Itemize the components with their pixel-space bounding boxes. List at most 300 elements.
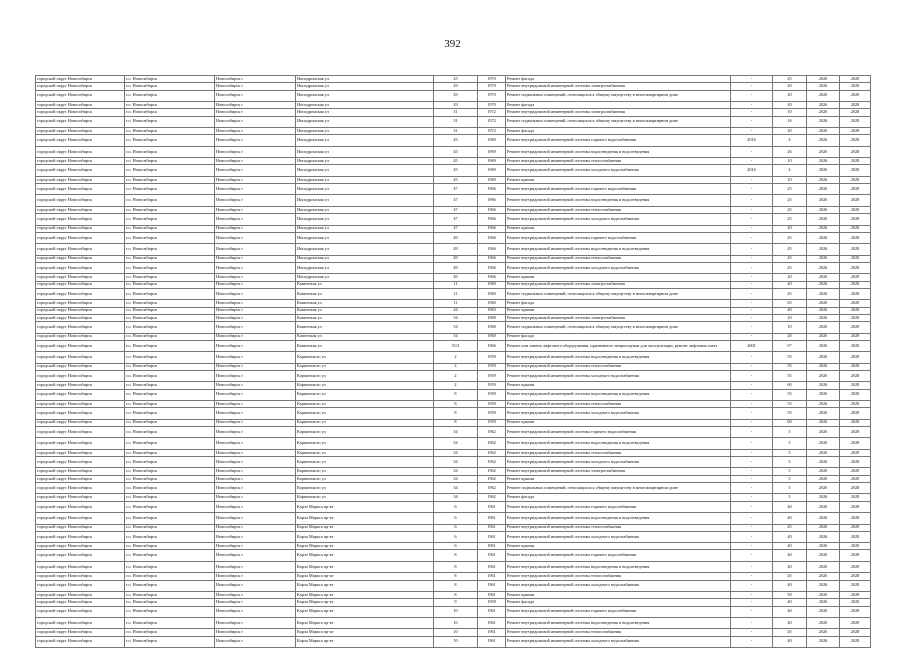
cell-municipality: городской округ Новосибирск — [36, 617, 125, 628]
cell-locality: Новосибирск г — [215, 232, 296, 243]
cell-start-year: 2026 — [807, 127, 840, 134]
cell-build-year: 1961 — [478, 591, 506, 598]
cell-cost: 20 — [773, 127, 807, 134]
cell-municipality: городской округ Новосибирск — [36, 116, 125, 127]
cell-municipality: городской округ Новосибирск — [36, 483, 125, 494]
table-row — [36, 195, 871, 206]
cell-municipality: городской округ Новосибирск — [36, 382, 125, 389]
cell-street: Карла Маркса пр-кт — [296, 573, 434, 580]
repair-schedule-table — [35, 75, 871, 648]
cell-end-year: 2028 — [840, 195, 871, 206]
cell-locality: Новосибирск г — [215, 636, 296, 647]
cell-locality: Новосибирск г — [215, 370, 296, 381]
cell-cost: 45 — [773, 232, 807, 243]
cell-build-year: 1966 — [478, 232, 506, 243]
cell-start-year: 2026 — [807, 206, 840, 213]
table-row — [36, 524, 871, 531]
cell-work-type: Ремонт внутридомовой инженерной системы электроснабжения — [506, 314, 731, 321]
cell-house-number: 49 — [434, 232, 478, 243]
cell-cost: 25 — [773, 206, 807, 213]
cell-build-year: 1966 — [478, 206, 506, 213]
cell-work-type: Ремонт внутридомовой инженерной системы теплоснабжения — [506, 206, 731, 213]
cell-work-type: Ремонт подвальных помещений, относящихся к общему имуществу в многоквартирном доме — [506, 116, 731, 127]
table-row — [36, 617, 871, 628]
cell-start-year: 2026 — [807, 281, 840, 288]
cell-start-year: 2026 — [807, 513, 840, 524]
cell-last-repair-year: - — [731, 599, 773, 606]
cell-district: г.о. Новосибирск — [125, 573, 215, 580]
cell-locality: Новосибирск г — [215, 244, 296, 255]
cell-start-year: 2026 — [807, 232, 840, 243]
cell-locality: Новосибирск г — [215, 255, 296, 262]
cell-street: Карпинского ул — [296, 352, 434, 363]
cell-build-year: 1959 — [478, 408, 506, 419]
cell-street: Ипподромская ул — [296, 206, 434, 213]
cell-district: г.о. Новосибирск — [125, 255, 215, 262]
cell-end-year: 2028 — [840, 322, 871, 333]
cell-locality: Новосибирск г — [215, 76, 296, 83]
cell-cost: 6* — [773, 340, 807, 351]
cell-last-repair-year: - — [731, 127, 773, 134]
cell-last-repair-year: - — [731, 225, 773, 232]
table-row — [36, 333, 871, 340]
cell-municipality: городской округ Новосибирск — [36, 606, 125, 617]
cell-end-year: 2028 — [840, 580, 871, 591]
cell-locality: Новосибирск г — [215, 494, 296, 501]
table-row — [36, 483, 871, 494]
cell-street: Ипподромская ул — [296, 109, 434, 116]
cell-build-year: 1960 — [478, 281, 506, 288]
cell-end-year: 2028 — [840, 550, 871, 561]
cell-end-year: 2028 — [840, 281, 871, 288]
cell-build-year: 1972 — [478, 109, 506, 116]
cell-street: Каменская ул — [296, 333, 434, 340]
cell-work-type: Ремонт внутридомовой инженерной системы водоотведения и водоотведения — [506, 513, 731, 524]
cell-build-year: 1962 — [478, 449, 506, 456]
cell-street: Ипподромская ул — [296, 214, 434, 225]
cell-end-year: 2028 — [840, 363, 871, 370]
cell-last-repair-year: - — [731, 109, 773, 116]
cell-locality: Новосибирск г — [215, 591, 296, 598]
cell-house-number: 49 — [434, 274, 478, 281]
cell-work-type: Ремонт внутридомовой инженерной системы холодного водоснабжения — [506, 531, 731, 542]
table-row — [36, 494, 871, 501]
cell-cost: 55 — [773, 408, 807, 419]
cell-end-year: 2028 — [840, 146, 871, 157]
cell-work-type: Ремонт подвальных помещений, относящихся к общему имуществу в многоквартирном доме — [506, 288, 731, 299]
cell-municipality: городской округ Новосибирск — [36, 127, 125, 134]
cell-district: г.о. Новосибирск — [125, 468, 215, 475]
cell-municipality: городской округ Новосибирск — [36, 333, 125, 340]
cell-house-number: 6 — [434, 501, 478, 512]
cell-locality: Новосибирск г — [215, 457, 296, 468]
cell-build-year: 1959 — [478, 400, 506, 407]
cell-municipality: городской округ Новосибирск — [36, 195, 125, 206]
cell-build-year: 1961 — [478, 531, 506, 542]
cell-street: Ипподромская ул — [296, 195, 434, 206]
cell-municipality: городской округ Новосибирск — [36, 281, 125, 288]
cell-end-year: 2028 — [840, 262, 871, 273]
cell-house-number: 8 — [434, 419, 478, 426]
cell-last-repair-year: - — [731, 232, 773, 243]
cell-build-year: 1961 — [478, 636, 506, 647]
cell-start-year: 2026 — [807, 468, 840, 475]
cell-start-year: 2026 — [807, 531, 840, 542]
cell-municipality: городской округ Новосибирск — [36, 225, 125, 232]
cell-house-number: 51/3 — [434, 340, 478, 351]
cell-last-repair-year: - — [731, 531, 773, 542]
cell-locality: Новосибирск г — [215, 524, 296, 531]
cell-build-year: 1972 — [478, 127, 506, 134]
cell-last-repair-year: - — [731, 274, 773, 281]
cell-start-year: 2026 — [807, 101, 840, 108]
cell-build-year: 1962 — [478, 457, 506, 468]
cell-end-year: 2028 — [840, 127, 871, 134]
cell-cost: 40 — [773, 543, 807, 550]
cell-street: Ипподромская ул — [296, 184, 434, 195]
cell-municipality: городской округ Новосибирск — [36, 389, 125, 400]
cell-house-number: 49 — [434, 255, 478, 262]
cell-locality: Новосибирск г — [215, 274, 296, 281]
cell-work-type: Ремонт внутридомовой инженерной системы водоотведения и водоотведения — [506, 195, 731, 206]
cell-last-repair-year: - — [731, 468, 773, 475]
cell-house-number: 6 — [434, 524, 478, 531]
cell-house-number: 2 — [434, 363, 478, 370]
cell-locality: Новосибирск г — [215, 580, 296, 591]
table-row — [36, 288, 871, 299]
cell-start-year: 2026 — [807, 580, 840, 591]
cell-build-year: 1966 — [478, 274, 506, 281]
cell-house-number: 9 — [434, 599, 478, 606]
table-row — [36, 449, 871, 456]
cell-house-number: 10 — [434, 629, 478, 636]
cell-start-year: 2026 — [807, 483, 840, 494]
cell-last-repair-year: - — [731, 457, 773, 468]
cell-work-type: Ремонт внутридомовой инженерной системы горячего водоснабжения — [506, 184, 731, 195]
cell-end-year: 2028 — [840, 83, 871, 90]
cell-house-number: 11 — [434, 281, 478, 288]
table-row — [36, 83, 871, 90]
cell-district: г.о. Новосибирск — [125, 135, 215, 146]
cell-cost: 55 — [773, 363, 807, 370]
cell-locality: Новосибирск г — [215, 419, 296, 426]
cell-locality: Новосибирск г — [215, 281, 296, 288]
cell-start-year: 2026 — [807, 419, 840, 426]
cell-street: Ипподромская ул — [296, 225, 434, 232]
cell-locality: Новосибирск г — [215, 617, 296, 628]
cell-house-number: 34 — [434, 475, 478, 482]
cell-work-type: Ремонт внутридомовой инженерной системы теплоснабжения — [506, 449, 731, 456]
cell-house-number: 44 — [434, 307, 478, 314]
cell-district: г.о. Новосибирск — [125, 617, 215, 628]
cell-district: г.о. Новосибирск — [125, 116, 215, 127]
cell-cost: 5 — [773, 457, 807, 468]
table-row — [36, 352, 871, 363]
cell-street: Карпинского ул — [296, 419, 434, 426]
cell-build-year: 1969 — [478, 176, 506, 183]
cell-locality: Новосибирск г — [215, 475, 296, 482]
cell-last-repair-year: - — [731, 90, 773, 101]
cell-street: Ипподромская ул — [296, 274, 434, 281]
cell-cost: 45 — [773, 573, 807, 580]
cell-cost: 20 — [773, 274, 807, 281]
cell-build-year: 1968 — [478, 322, 506, 333]
cell-end-year: 2028 — [840, 457, 871, 468]
cell-end-year: 2028 — [840, 214, 871, 225]
cell-last-repair-year: - — [731, 146, 773, 157]
cell-locality: Новосибирск г — [215, 135, 296, 146]
table-row — [36, 363, 871, 370]
cell-cost: 40 — [773, 531, 807, 542]
table-row — [36, 322, 871, 333]
cell-build-year: 1961 — [478, 543, 506, 550]
cell-street: Ипподромская ул — [296, 176, 434, 183]
cell-work-type: Ремонт внутридомовой инженерной системы водоотведения и водоотведения — [506, 146, 731, 157]
cell-start-year: 2026 — [807, 408, 840, 419]
cell-house-number: 31 — [434, 116, 478, 127]
cell-work-type: Ремонт крыши — [506, 419, 731, 426]
cell-last-repair-year: - — [731, 426, 773, 437]
cell-last-repair-year: - — [731, 176, 773, 183]
cell-last-repair-year: - — [731, 561, 773, 572]
cell-locality: Новосибирск г — [215, 550, 296, 561]
cell-district: г.о. Новосибирск — [125, 606, 215, 617]
cell-locality: Новосибирск г — [215, 322, 296, 333]
table-row — [36, 543, 871, 550]
cell-end-year: 2028 — [840, 176, 871, 183]
cell-cost: 26 — [773, 146, 807, 157]
cell-end-year: 2028 — [840, 389, 871, 400]
cell-locality: Новосибирск г — [215, 90, 296, 101]
cell-work-type: Ремонт внутридомовой инженерной системы горячего водоснабжения — [506, 550, 731, 561]
cell-work-type: Ремонт внутридомовой инженерной системы водоотведения и водоотведения — [506, 352, 731, 363]
cell-cost: 40 — [773, 636, 807, 647]
cell-district: г.о. Новосибирск — [125, 158, 215, 165]
cell-street: Карпинского ул — [296, 400, 434, 407]
cell-locality: Новосибирск г — [215, 561, 296, 572]
cell-street: Карпинского ул — [296, 483, 434, 494]
table-row — [36, 629, 871, 636]
cell-start-year: 2026 — [807, 109, 840, 116]
cell-last-repair-year: - — [731, 591, 773, 598]
cell-district: г.о. Новосибирск — [125, 90, 215, 101]
cell-start-year: 2026 — [807, 214, 840, 225]
cell-district: г.о. Новосибирск — [125, 206, 215, 213]
cell-end-year: 2028 — [840, 606, 871, 617]
cell-start-year: 2026 — [807, 90, 840, 101]
cell-end-year: 2028 — [840, 244, 871, 255]
cell-start-year: 2026 — [807, 524, 840, 531]
cell-work-type: Ремонт внутридомовой инженерной системы холодного водоснабжения — [506, 408, 731, 419]
cell-locality: Новосибирск г — [215, 543, 296, 550]
cell-district: г.о. Новосибирск — [125, 274, 215, 281]
cell-cost: 60 — [773, 382, 807, 389]
table-row — [36, 109, 871, 116]
cell-house-number: 34 — [434, 483, 478, 494]
cell-house-number: 45 — [434, 158, 478, 165]
table-row — [36, 101, 871, 108]
cell-build-year: 1960 — [478, 288, 506, 299]
cell-district: г.о. Новосибирск — [125, 165, 215, 176]
cell-street: Карла Маркса пр-кт — [296, 550, 434, 561]
cell-last-repair-year: - — [731, 116, 773, 127]
cell-house-number: 34 — [434, 426, 478, 437]
cell-municipality: городской округ Новосибирск — [36, 363, 125, 370]
cell-municipality: городской округ Новосибирск — [36, 426, 125, 437]
cell-street: Ипподромская ул — [296, 165, 434, 176]
cell-municipality: городской округ Новосибирск — [36, 135, 125, 146]
cell-start-year: 2026 — [807, 158, 840, 165]
cell-municipality: городской округ Новосибирск — [36, 501, 125, 512]
cell-start-year: 2026 — [807, 573, 840, 580]
cell-house-number: 25 — [434, 76, 478, 83]
cell-street: Карпинского ул — [296, 426, 434, 437]
cell-house-number: 6 — [434, 531, 478, 542]
cell-locality: Новосибирск г — [215, 400, 296, 407]
cell-work-type: Ремонт внутридомовой инженерной системы горячего водоснабжения — [506, 135, 731, 146]
cell-locality: Новосибирск г — [215, 389, 296, 400]
cell-house-number: 10 — [434, 636, 478, 647]
cell-last-repair-year: - — [731, 195, 773, 206]
cell-end-year: 2028 — [840, 617, 871, 628]
cell-cost: 10 — [773, 314, 807, 321]
cell-build-year: 1961 — [478, 617, 506, 628]
cell-cost: 20 — [773, 101, 807, 108]
cell-work-type: Ремонт внутридомовой инженерной системы холодного водоснабжения — [506, 457, 731, 468]
cell-work-type: Ремонт внутридомовой инженерной системы водоотведения и водоотведения — [506, 561, 731, 572]
cell-house-number: 45 — [434, 146, 478, 157]
cell-work-type: Ремонт фасада — [506, 333, 731, 340]
cell-build-year: 1966 — [478, 244, 506, 255]
cell-municipality: городской округ Новосибирск — [36, 370, 125, 381]
cell-street: Ипподромская ул — [296, 244, 434, 255]
cell-street: Карла Маркса пр-кт — [296, 501, 434, 512]
cell-district: г.о. Новосибирск — [125, 333, 215, 340]
cell-cost: 45 — [773, 255, 807, 262]
cell-house-number: 8 — [434, 561, 478, 572]
cell-house-number: 10 — [434, 606, 478, 617]
cell-house-number: 47 — [434, 206, 478, 213]
cell-last-repair-year: - — [731, 550, 773, 561]
cell-last-repair-year: - — [731, 314, 773, 321]
cell-locality: Новосибирск г — [215, 176, 296, 183]
cell-start-year: 2026 — [807, 76, 840, 83]
table-row — [36, 158, 871, 165]
cell-district: г.о. Новосибирск — [125, 438, 215, 449]
cell-work-type: Ремонт крыши — [506, 176, 731, 183]
cell-start-year: 2026 — [807, 550, 840, 561]
table-row — [36, 636, 871, 647]
cell-locality: Новосибирск г — [215, 483, 296, 494]
cell-start-year: 2026 — [807, 561, 840, 572]
table-row — [36, 501, 871, 512]
cell-end-year: 2028 — [840, 483, 871, 494]
cell-cost: 45 — [773, 244, 807, 255]
cell-work-type: Ремонт подвальных помещений, относящихся к общему имуществу в многоквартирном доме — [506, 90, 731, 101]
cell-work-type: Ремонт внутридомовой инженерной системы электроснабжения — [506, 109, 731, 116]
table-row — [36, 513, 871, 524]
table-row — [36, 262, 871, 273]
cell-street: Карпинского ул — [296, 457, 434, 468]
cell-house-number: 34 — [434, 468, 478, 475]
cell-district: г.о. Новосибирск — [125, 457, 215, 468]
cell-last-repair-year: - — [731, 483, 773, 494]
cell-house-number: 8 — [434, 550, 478, 561]
cell-locality: Новосибирск г — [215, 127, 296, 134]
cell-municipality: городской округ Новосибирск — [36, 457, 125, 468]
cell-locality: Новосибирск г — [215, 531, 296, 542]
cell-work-type: Ремонт крыши — [506, 307, 731, 314]
table-row — [36, 426, 871, 437]
cell-district: г.о. Новосибирск — [125, 214, 215, 225]
cell-build-year: 1983 — [478, 307, 506, 314]
cell-municipality: городской округ Новосибирск — [36, 90, 125, 101]
table-row — [36, 573, 871, 580]
cell-cost: 5 — [773, 426, 807, 437]
cell-street: Карпинского ул — [296, 408, 434, 419]
cell-start-year: 2026 — [807, 629, 840, 636]
cell-end-year: 2028 — [840, 288, 871, 299]
cell-street: Карла Маркса пр-кт — [296, 524, 434, 531]
table-row — [36, 274, 871, 281]
cell-locality: Новосибирск г — [215, 109, 296, 116]
cell-street: Карпинского ул — [296, 494, 434, 501]
cell-street: Карпинского ул — [296, 449, 434, 456]
cell-start-year: 2026 — [807, 307, 840, 314]
cell-house-number: 34 — [434, 457, 478, 468]
cell-work-type: Ремонт внутридомовой инженерной системы водоотведения и водоотведения — [506, 389, 731, 400]
table-row — [36, 255, 871, 262]
cell-locality: Новосибирск г — [215, 599, 296, 606]
cell-district: г.о. Новосибирск — [125, 494, 215, 501]
cell-work-type: Ремонт или замена лифтового оборудования, признанного непригодным для эксплуатации, ремонт лифтовых шахт — [506, 340, 731, 351]
cell-house-number: 8 — [434, 389, 478, 400]
cell-cost: 5 — [773, 483, 807, 494]
cell-locality: Новосибирск г — [215, 629, 296, 636]
cell-last-repair-year: - — [731, 288, 773, 299]
cell-last-repair-year: - — [731, 370, 773, 381]
cell-district: г.о. Новосибирск — [125, 531, 215, 542]
cell-municipality: городской округ Новосибирск — [36, 550, 125, 561]
cell-street: Карла Маркса пр-кт — [296, 543, 434, 550]
cell-last-repair-year: - — [731, 389, 773, 400]
cell-cost: 40 — [773, 307, 807, 314]
cell-end-year: 2028 — [840, 314, 871, 321]
cell-build-year: 1966 — [478, 255, 506, 262]
cell-cost: 25 — [773, 214, 807, 225]
cell-end-year: 2028 — [840, 438, 871, 449]
cell-district: г.о. Новосибирск — [125, 281, 215, 288]
cell-last-repair-year: - — [731, 494, 773, 501]
cell-end-year: 2028 — [840, 370, 871, 381]
cell-end-year: 2028 — [840, 158, 871, 165]
cell-district: г.о. Новосибирск — [125, 580, 215, 591]
cell-end-year: 2028 — [840, 382, 871, 389]
cell-street: Каменская ул — [296, 300, 434, 307]
cell-house-number: 8 — [434, 580, 478, 591]
cell-build-year: 1969 — [478, 165, 506, 176]
cell-last-repair-year: - — [731, 543, 773, 550]
cell-district: г.о. Новосибирск — [125, 101, 215, 108]
cell-street: Карла Маркса пр-кт — [296, 580, 434, 591]
cell-district: г.о. Новосибирск — [125, 389, 215, 400]
cell-municipality: городской округ Новосибирск — [36, 109, 125, 116]
cell-end-year: 2028 — [840, 225, 871, 232]
cell-start-year: 2026 — [807, 617, 840, 628]
cell-end-year: 2028 — [840, 561, 871, 572]
cell-end-year: 2028 — [840, 501, 871, 512]
cell-start-year: 2026 — [807, 135, 840, 146]
